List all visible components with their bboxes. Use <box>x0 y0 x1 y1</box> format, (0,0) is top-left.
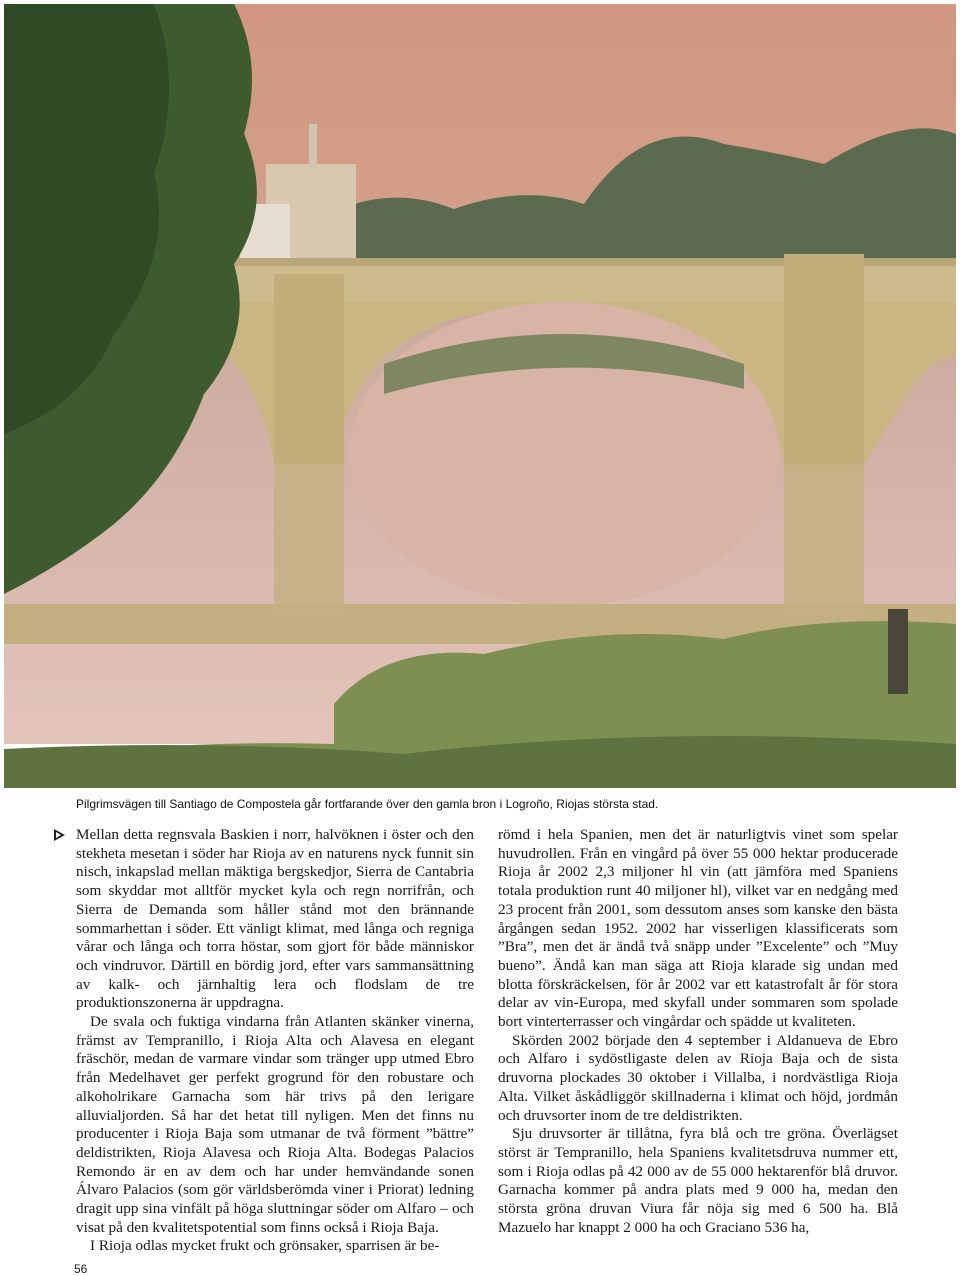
paragraph: Mellan detta regnsvala Baskien i norr, halvöknen i öster och den stekheta mesetan i söder har Rioja av en naturens nyck funnit sin nisch, inkapslad mellan mäktiga bergskedjor, Sierra de Cantabria som skyddar mot alltför mycket kyla och regn norrifrån, och Sierra de Demanda som håller stånd mot den brännande sommarhettan i söder. Ett vänligt klimat, med långa och regniga vårar och långa och torra höstar, som gjort för både människor och vindruvor. Därtill en bördig jord, efter vars sammansättning av kalk- och järnhaltig lera och flodslam de tre produktionszonerna är uppdragna. <box>76 826 474 1012</box>
page-number: 56 <box>74 1262 88 1276</box>
paragraph: De svala och fuktiga vindarna från Atlanten skänker vinerna, främst av Tempranillo, i Rioja Alta och Alavesa en elegant fräschör, medan de varmare vindar som tränger upp utmed Ebro från Medelhavet ger perfekt grogrund för den robustare och alkoholrikare Garnacha som här trivs på den lerigare alluvialjorden. Så har det hetat till nyligen. Men det finns nu producenter i Rioja Baja som utmanar de två förment ”bättre” deldistrikten, Rioja Alavesa och Rioja Alta. Bodegas Palacios Remondo är en av dem och har under hemvändande sonen Álvaro Palacios (som gör världsberömda viner i Priorat) ledning dragit upp sina vinfält på höga sluttningar söder om Alfaro – och visat på den kvalitetspotential som finns också i Rioja Baja. <box>76 1013 474 1236</box>
article-start-arrow-icon <box>54 829 65 841</box>
paragraph: römd i hela Spanien, men det är naturligtvis vinet som spelar huvudrollen. Från en vingård på över 55 000 hektar producerade Rioja år 2002 2,3 miljoner hl vin (att jämföra med Spaniens totala produktion runt 40 miljoner hl), vilket var en nedgång med 23 procent från 2001, som dessutom anses som kanske den bästa årgången sedan 1952. 2002 har visserligen klassificerats som ”Bra”, men det är ändå två snäpp under ”Excelente” och ”Muy bueno”. Ändå kan man säga att Rioja klarade sig undan med blotta förskräckelsen, för år 2002 var ett katastrofalt år för stora delar av vin-Europa, med skyfall under sommaren som spolade bort vinterterrasser och vingårdar och spädde ut kvaliteten. <box>498 826 898 1031</box>
right-text-column <box>498 826 898 1237</box>
paragraph: I Rioja odlas mycket frukt och grönsaker, sparrisen är be- <box>90 1237 440 1255</box>
paragraph: Skörden 2002 började den 4 september i Aldanueva de Ebro och Alfaro i sydöstligaste delen av Rioja Baja och de sista druvorna plockades 30 oktober i Villalba, i nordvästliga Rioja Alta. Vilket åskådliggör skillnaderna i klimat och höjd, jordmån och druvsorter inom de tre deldistrikten. <box>498 1031 898 1124</box>
paragraph: Sju druvsorter är tillåtna, fyra blå och tre gröna. Överlägset störst är Tempranillo, hela Spaniens kvalitetsdruva nummer ett, som i Rioja odlas på 42 000 av de 55 000 hektarenför blå druvor. Garnacha kommer på andra plats med 9 000 ha, medan den största gröna druvan Viura får nöja sig med 6 500 ha. Blå Mazuelo har knappt 2 000 ha och Graciano 536 ha, <box>498 1125 898 1236</box>
photo-caption: Pilgrimsvägen till Santiago de Compostela går fortfarande över den gamla bron i Logroño, Riojas största stad. <box>76 797 659 811</box>
left-text-column <box>76 826 474 1256</box>
photo-bridge-logrono <box>4 4 956 788</box>
